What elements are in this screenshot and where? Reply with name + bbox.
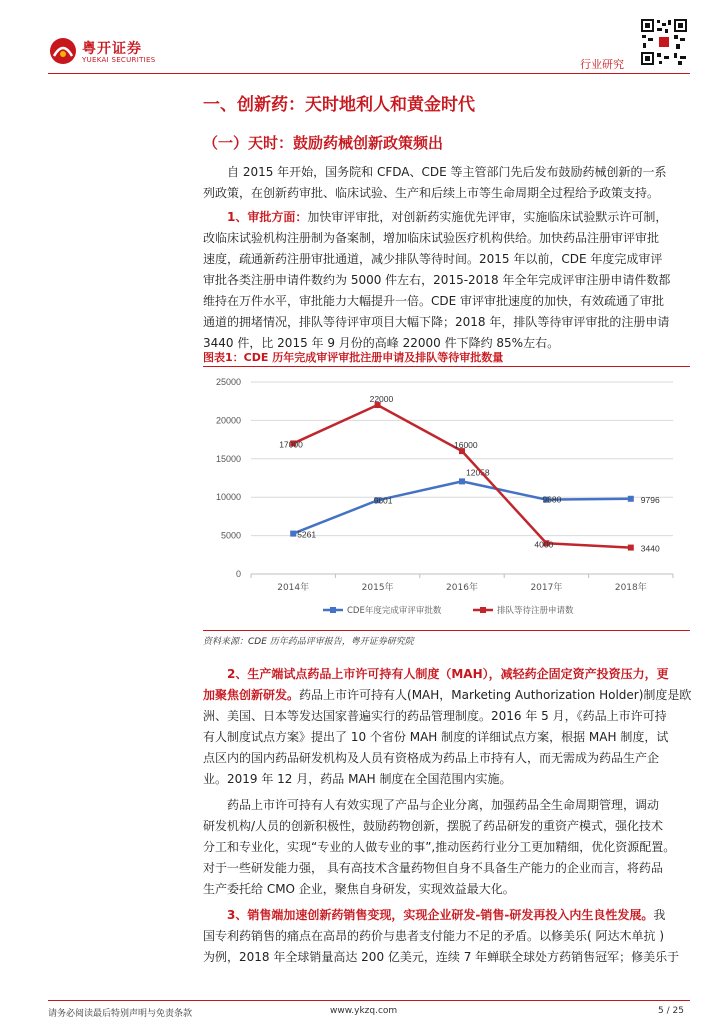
data-label: 22000 <box>369 394 394 405</box>
para4-line: 研发机构/人员的创新积极性，鼓励药物创新，摆脱了药品研发的重资产模式，强化技术 <box>203 819 664 833</box>
para4-line: 药品上市许可持有人有效实现了产品与企业分离，加强药品全生命周期管理，调动 <box>227 798 660 812</box>
para2-line: 3440 件，比 2015 年 9 月份的高峰 22000 件下降约 85%左右。 <box>203 336 560 350</box>
para3-line: 洲、美国、日本等发达国家普遍实行的药品管理制度。2016 年 5 月，《药品上市许可持 <box>203 709 667 723</box>
data-label: 9796 <box>640 494 660 505</box>
y-tick-label: 0 <box>235 569 241 579</box>
footer-website-link[interactable]: www.ykzq.com <box>330 1006 398 1016</box>
y-tick-label: 25000 <box>215 377 241 387</box>
para4-line: 生产委托给 CMO 企业，聚焦自身研发，实现效益最大化。 <box>203 882 515 896</box>
para4-line: 分工和专业化，实现“专业的人做专业的事”,推动医药行业分工更加精细，优化资源配置。 <box>203 840 676 854</box>
section-title: 一、创新药：天时地利人和黄金时代 <box>203 95 475 115</box>
data-label: 9680 <box>542 494 562 505</box>
data-point <box>628 545 634 551</box>
figure-source-divider <box>203 630 690 631</box>
legend-marker <box>480 607 486 613</box>
x-tick-label: 2014年 <box>277 583 310 593</box>
para2-line: 速度，疏通新药注册审批通道，减少排队等待时间。2015 年以前，CDE 年度完成审评 <box>203 252 663 266</box>
figure-title: 图表1：CDE 历年完成审评审批注册申请及排队等待审批数量 <box>203 351 504 364</box>
para3-line: 点区内的国内药品研发机构及人员有资格成为药品上市持有人，而无需成为药品生产企 <box>203 751 660 765</box>
section-tag: 行业研究 <box>580 58 624 71</box>
figure-title-divider <box>203 366 690 367</box>
data-label: 17000 <box>279 439 303 450</box>
data-label: 12058 <box>466 467 490 478</box>
data-label: 3440 <box>640 543 660 554</box>
y-tick-label: 10000 <box>215 492 241 503</box>
series-line-0 <box>293 481 631 533</box>
paragraph-sales <box>203 905 693 968</box>
para3-line: 业。2019 年 12 月，药品 MAH 制度在全国范围内实施。 <box>203 772 512 786</box>
subsection-title: （一）天时：鼓励药械创新政策频出 <box>203 134 444 152</box>
para5-line: 国专利药销售的痛点在高昂的药价与患者支付能力不足的矛盾。以修美乐( 阿达木单抗 ) <box>203 929 664 943</box>
x-tick-label: 2017年 <box>530 583 563 593</box>
data-point <box>290 531 296 537</box>
paragraph-intro <box>203 162 693 204</box>
qr-code-icon <box>640 18 688 66</box>
data-point <box>459 478 465 484</box>
x-tick-label: 2018年 <box>614 583 647 593</box>
footer-divider <box>48 1000 690 1001</box>
legend-marker <box>330 607 336 613</box>
para3-lead-tail: 加聚焦创新研发。 <box>203 688 300 702</box>
paragraph-approval <box>203 207 693 354</box>
footer-disclaimer-link[interactable]: 请务必阅读最后特别声明与免责条款 <box>48 1009 193 1019</box>
para2-line: 审批各类注册申请件数约为 5000 件左右，2015-2018 年全年完成评审注册申请件数都 <box>203 273 671 287</box>
paragraph-mah-benefits <box>203 795 693 900</box>
brand-logo-icon <box>48 36 78 66</box>
data-label: 9601 <box>373 495 393 506</box>
para5-lead: 3、销售端加速创新药销售变现，实现企业研发-销售-研发再投入内生良性发展。 <box>227 908 654 922</box>
series-line-1 <box>293 405 631 548</box>
data-point <box>628 496 634 502</box>
x-tick-label: 2016年 <box>446 583 478 593</box>
brand-name-cn: 粤开证券 <box>82 41 142 57</box>
para5-lead-tail: 我 <box>653 908 666 922</box>
data-label: 5261 <box>297 529 317 540</box>
x-tick-label: 2015年 <box>361 583 394 593</box>
para2-line: 通道的拥堵情况，排队等待评审项目大幅下降；2018 年，排队等待审评审批的注册申请 <box>203 315 670 329</box>
header-divider <box>48 73 690 74</box>
para3-lead: 2、生产端试点药品上市许可持有人制度（MAH），减轻药企固定资产投资压力，更 <box>227 667 669 681</box>
para3-line: 有人制度试点方案》提出了 10 个省份 MAH 制度的详细试点方案，根据 MAH 制度，试 <box>203 730 669 744</box>
data-label: 4000 <box>534 539 554 550</box>
para2-line: 加快审评审批，对创新药实施优先评审，实施临床试验默示许可制， <box>307 210 668 224</box>
page-number: 5 / 25 <box>658 1006 684 1016</box>
data-label: 16000 <box>454 440 478 451</box>
para1-line: 列政策，在创新药审批、临床试验、生产和后续上市等生命周期全过程给予政策支持。 <box>203 186 660 200</box>
y-tick-label: 15000 <box>215 453 241 464</box>
paragraph-mah <box>203 664 693 790</box>
para5-line: 为例，2018 年全球销量高达 200 亿美元，连续 7 年蝉联全球处方药销售冠军；修美乐于 <box>203 950 680 964</box>
figure-source: 资料来源：CDE 历年药品评审报告，粤开证券研究院 <box>203 637 414 647</box>
legend-label: CDE年度完成审评审批数 <box>347 606 442 616</box>
para3-line: 药品上市许可持有人(MAH，Marketing Authorization Holder)制度是欧 <box>299 688 692 702</box>
para4-line: 对于一些研发能力强， 具有高技术含量药物但自身不具备生产能力的企业而言，将药品 <box>203 861 663 875</box>
y-tick-label: 5000 <box>220 530 241 541</box>
para1-line: 自 2015 年开始，国务院和 CFDA、CDE 等主管部门先后发布鼓励药械创新的一系 <box>227 165 667 179</box>
para2-line: 维持在万件水平，审批能力大幅提升一倍。CDE 审评审批速度的加快，有效疏通了审批 <box>203 294 665 308</box>
legend-label: 排队等待注册申请数 <box>497 606 574 616</box>
brand-name-en: YUEKAI SECURITIES <box>82 56 156 64</box>
y-tick-label: 20000 <box>215 415 241 426</box>
para2-line: 改临床试验机构注册制为备案制，增加临床试验医疗机构供给。加快药品注册审评审批 <box>203 231 660 245</box>
para2-lead: 1、审批方面： <box>227 210 308 224</box>
line-chart <box>203 370 690 626</box>
